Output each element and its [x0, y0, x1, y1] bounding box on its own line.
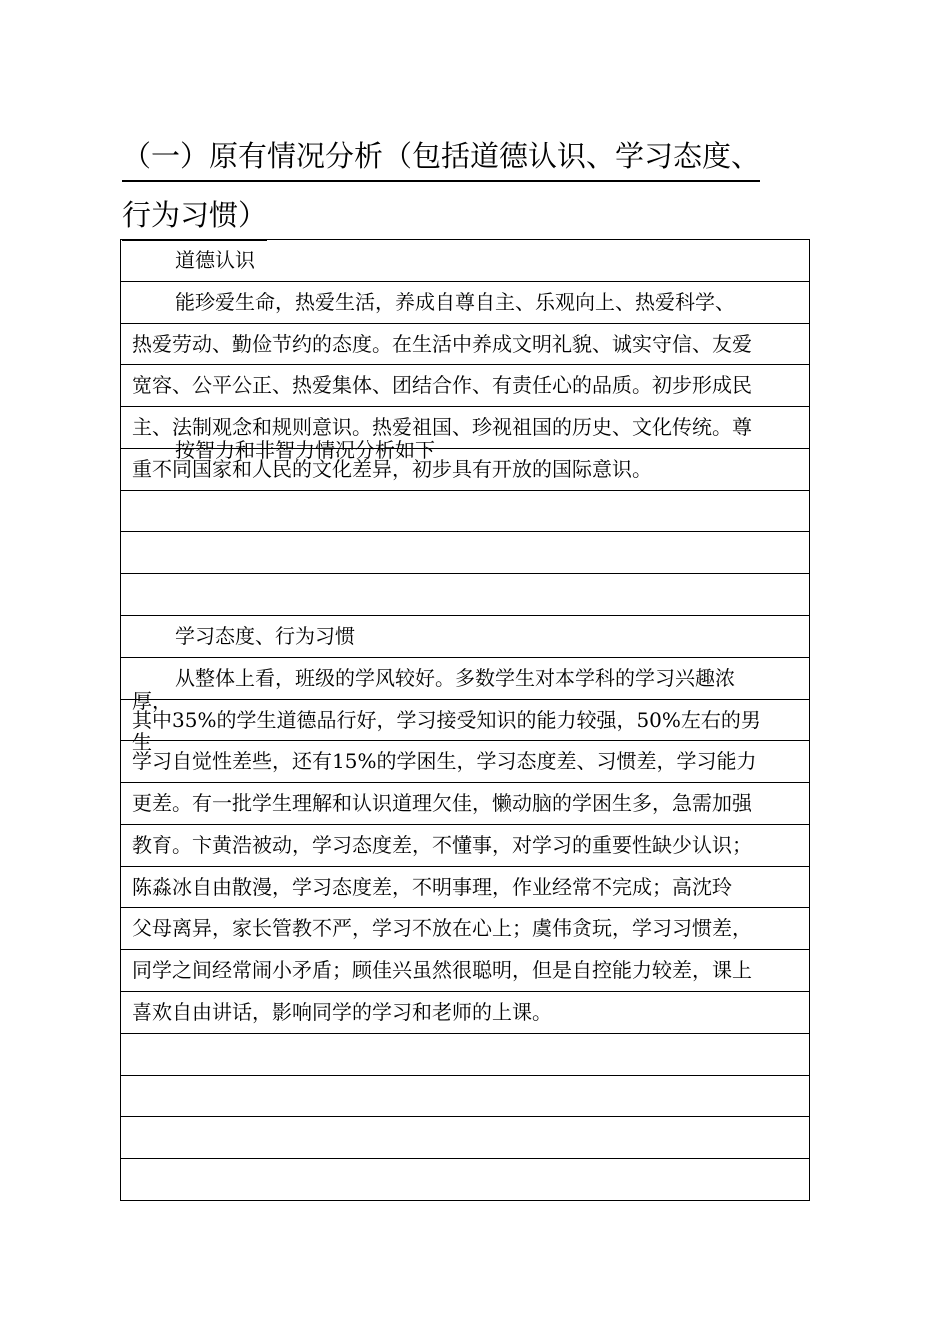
table-row	[121, 783, 809, 825]
row-text: 父母离异，家长管教不严，学习不放在心上；虞伟贪玩，学习习惯差，	[132, 916, 752, 941]
overflow-text: 厚，	[132, 688, 172, 713]
table-row	[121, 491, 809, 533]
overflow-text: 生	[132, 730, 152, 755]
analysis-table	[120, 239, 810, 1201]
row-text: 喜欢自由讲话，影响同学的学习和老师的上课。	[132, 1000, 552, 1025]
table-row	[121, 825, 809, 867]
table-row	[121, 1034, 809, 1076]
table-row	[121, 532, 809, 574]
table-row	[121, 700, 809, 755]
table-row	[121, 741, 809, 783]
row-text: 更差。有一批学生理解和认识道理欠佳，懒动脑的学困生多，急需加强	[132, 791, 752, 816]
row-text: 从整体上看，班级的学风较好。多数学生对本学科的学习兴趣浓	[175, 665, 735, 690]
table-row	[121, 365, 809, 407]
row-text: 道德认识	[175, 248, 255, 272]
section-heading-line-1	[122, 134, 822, 182]
row-text: 主、法制观念和规则意识。热爱祖国、珍视祖国的历史、文化传统。尊	[132, 415, 752, 440]
table-row	[121, 240, 809, 282]
row-text: 其中35%的学生道德品行好，学习接受知识的能力较强，50%左右的男	[132, 707, 761, 732]
table-row	[121, 908, 809, 950]
section-heading-line-2	[122, 193, 822, 241]
table-row	[121, 1076, 809, 1118]
table-row	[121, 324, 809, 366]
heading-text-2: 行为习惯）	[122, 193, 267, 241]
table-row	[121, 992, 809, 1034]
table-row	[121, 574, 809, 616]
row-text: 重不同国家和人民的文化差异，初步具有开放的国际意识。	[132, 456, 652, 481]
table-row	[121, 658, 809, 713]
table-row	[121, 616, 809, 658]
table-row	[121, 1117, 809, 1159]
row-text: 宽容、公平公正、热爱集体、团结合作、有责任心的品质。初步形成民	[132, 373, 752, 398]
row-text: 教育。卞黄浩被动，学习态度差，不懂事，对学习的重要性缺少认识；	[132, 832, 752, 857]
row-text: 热爱劳动、勤俭节约的态度。在生活中养成文明礼貌、诚实守信、友爱	[132, 331, 752, 356]
table-row	[121, 1159, 809, 1201]
row-text: 同学之间经常闹小矛盾；顾佳兴虽然很聪明，但是自控能力较差，课上	[132, 958, 752, 983]
row-text: 学习态度、行为习惯	[175, 624, 355, 649]
heading-text-1: （一）原有情况分析（包括道德认识、学习态度、	[122, 134, 760, 182]
table-row	[121, 282, 809, 324]
table-row	[121, 950, 809, 992]
row-text: 能珍爱生命，热爱生活，养成自尊自主、乐观向上、热爱科学、	[175, 289, 735, 314]
table-row	[121, 867, 809, 909]
row-text: 陈淼冰自由散漫，学习态度差，不明事理，作业经常不完成；高沈玲	[132, 874, 732, 899]
row-text: 学习自觉性差些，还有15%的学困生，学习态度差、习惯差，学习能力	[132, 749, 757, 774]
overflow-text: 按智力和非智力情况分析如下	[175, 437, 435, 462]
